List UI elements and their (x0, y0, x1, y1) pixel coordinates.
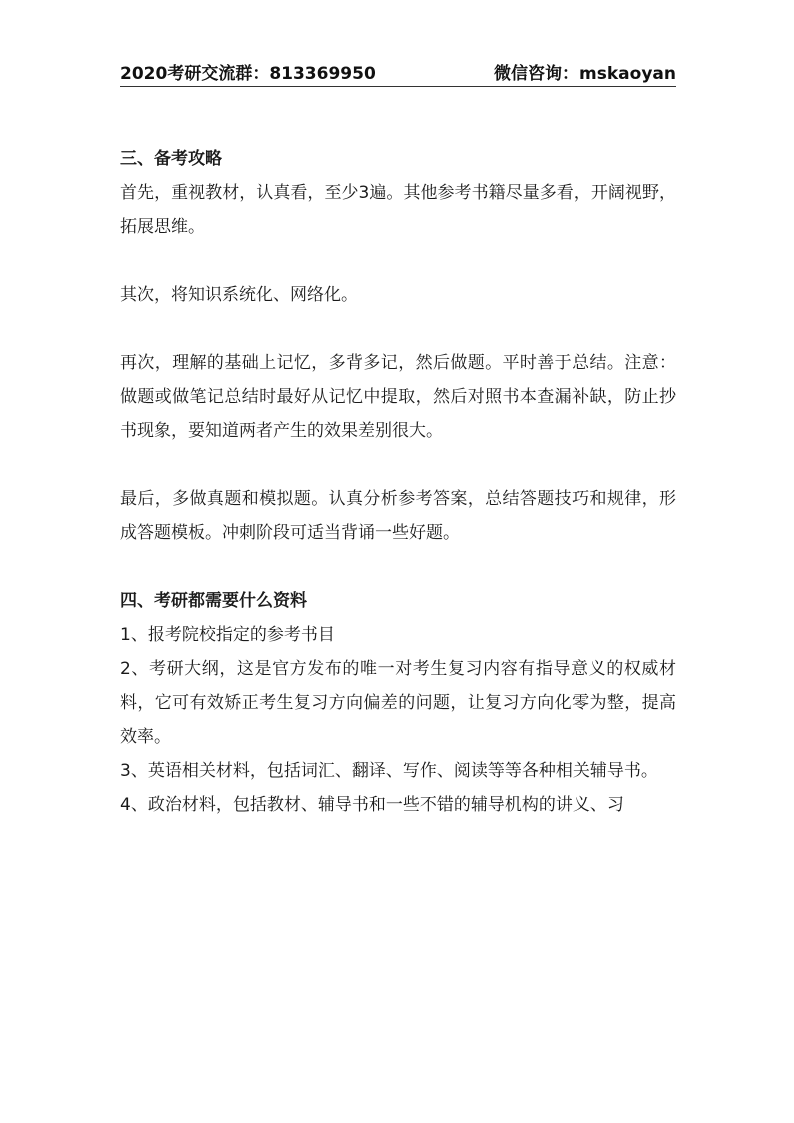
page-header (120, 56, 676, 84)
paragraph-last: 最后，多做真题和模拟题。认真分析参考答案，总结答题技巧和规律，形成答题模板。冲刺阶段可适当背诵一些好题。 (120, 489, 676, 543)
paragraph-third: 再次，理解的基础上记忆，多背多记，然后做题。平时善于总结。注意：做题或做笔记总结时最好从记忆中提取，然后对照书本查漏补缺，防止抄书现象，要知道两者产生的效果差别很大。 (120, 353, 676, 441)
header-wechat-contact: 微信咨询：mskaoyan (494, 64, 676, 84)
list-item: 2、考研大纲，这是官方发布的唯一对考生复习内容有指导意义的权威材料，它可有效矫正考生复习方向偏差的问题，让复习方向化零为整，提高效率。 (120, 659, 676, 747)
document-body (120, 142, 676, 822)
header-divider (120, 86, 676, 87)
section-heading-study-strategy: 三、备考攻略 (120, 149, 222, 169)
spacer (120, 550, 676, 584)
paragraph-second: 其次，将知识系统化、网络化。 (120, 285, 358, 305)
list-item: 3、英语相关材料，包括词汇、翻译、写作、阅读等等各种相关辅导书。 (120, 761, 658, 781)
header-group-number: 2020考研交流群：813369950 (120, 64, 376, 84)
spacer (120, 244, 676, 278)
list-item: 1、报考院校指定的参考书目 (120, 625, 335, 645)
spacer (120, 312, 676, 346)
section-heading-materials: 四、考研都需要什么资料 (120, 591, 307, 611)
spacer (120, 448, 676, 482)
list-item: 4、政治材料，包括教材、辅导书和一些不错的辅导机构的讲义、习 (120, 795, 624, 815)
paragraph-first: 首先，重视教材，认真看，至少3遍。其他参考书籍尽量多看，开阔视野，拓展思维。 (120, 183, 676, 237)
